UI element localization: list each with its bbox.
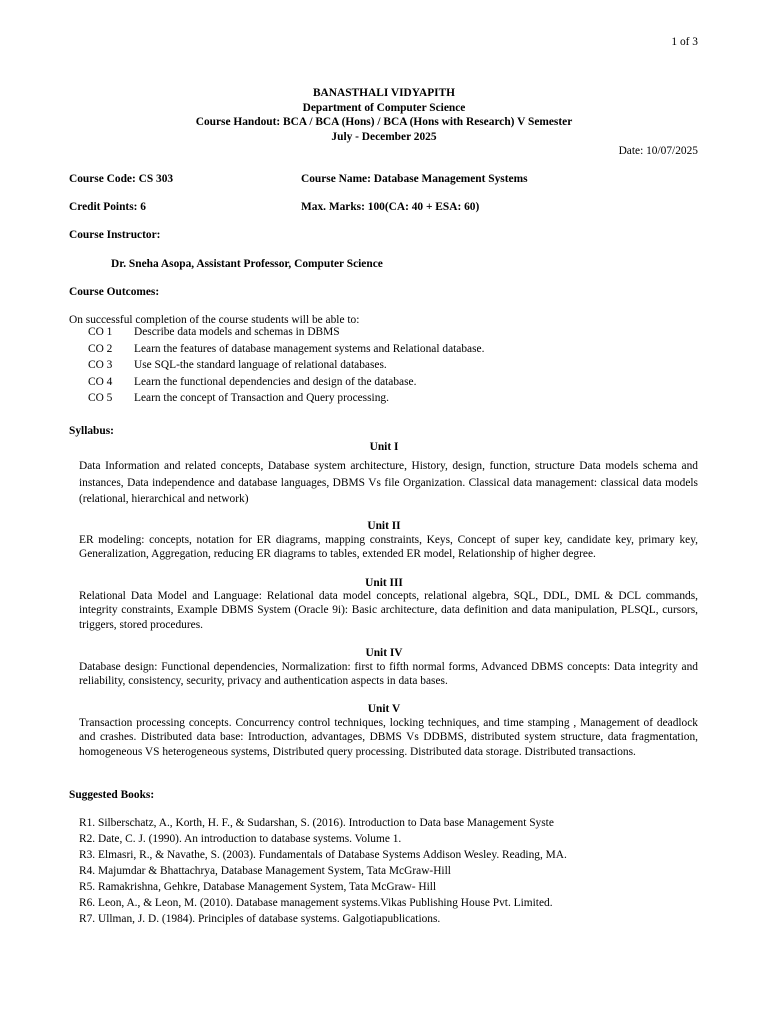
unit-title: Unit IV (365, 647, 403, 659)
course-code: Course Code: CS 303 (69, 173, 174, 185)
course-name: Course Name: Database Management Systems (301, 173, 528, 185)
book-reference: R3. Elmasri, R., & Navathe, S. (2003). Fundamentals of Database Systems Addison Wesley. Reading, MA. (79, 849, 567, 861)
outcome-item (88, 341, 484, 358)
unit-text: Relational Data Model and Language: Relational data model concepts, relational algebra, SQL, DDL, DML & DCL commands, integrity constraints, Example DBMS System (Oracle 9i): Basic architecture, data definition and data manipulation, PLSQL, cursors, triggers, stored procedures. (79, 590, 698, 631)
max-marks: Max. Marks: 100(CA: 40 + ESA: 60) (301, 201, 480, 213)
instructor-label: Course Instructor: (69, 229, 161, 241)
department-name: Department of Computer Science (302, 101, 466, 114)
outcome-text: Learn the functional dependencies and design of the database. (134, 376, 417, 388)
outcome-code: CO 5 (88, 392, 113, 404)
outcome-text: Describe data models and schemas in DBMS (134, 326, 340, 338)
outcomes-intro: On successful completion of the course students will be able to: (69, 314, 360, 326)
outcomes-heading: Course Outcomes: (69, 286, 160, 298)
book-reference: R1. Silberschatz, A., Korth, H. F., & Sudarshan, S. (2016). Introduction to Data base Management Syste (79, 817, 554, 829)
outcome-item (88, 357, 387, 374)
unit-text: ER modeling: concepts, notation for ER diagrams, mapping constraints, Keys, Concept of super key, candidate key, primary key, Generalization, Aggregation, reducing ER diagrams to tables, extended ER model, Relationship of higher degree. (79, 534, 698, 561)
unit-title: Unit II (367, 520, 401, 532)
page-number: 1 of 3 (671, 36, 698, 48)
credit-points: Credit Points: 6 (69, 201, 146, 213)
book-reference: R5. Ramakrishna, Gehkre, Database Management System, Tata McGraw- Hill (79, 881, 437, 893)
books-heading: Suggested Books: (69, 789, 155, 801)
unit-title: Unit III (365, 577, 403, 589)
unit-text: Transaction processing concepts. Concurrency control techniques, locking techniques, and time stamping , Management of deadlock and crashes. Distributed data base: Introduction, advantages, DBMS Vs DDBMS, distributed system structure, data fragmentation, homogeneous VS heterogeneous systems, Distributed query processing. Distributed data storage. Distributed transactions. (79, 717, 698, 758)
institution-name: BANASTHALI VIDYAPITH (312, 87, 456, 99)
book-reference: R2. Date, C. J. (1990). An introduction to database systems. Volume 1. (79, 833, 402, 845)
book-reference: R4. Majumdar & Bhattachrya, Database Management System, Tata McGraw-Hill (79, 865, 451, 877)
session-period: July - December 2025 (331, 130, 437, 143)
book-reference: R6. Leon, A., & Leon, M. (2010). Database management systems.Vikas Publishing House Pvt. Limited. (79, 897, 553, 909)
outcome-text: Learn the concept of Transaction and Query processing. (134, 392, 389, 404)
outcome-code: CO 2 (88, 343, 113, 355)
unit-title: Unit V (367, 703, 401, 715)
outcome-item (88, 324, 340, 341)
outcome-code: CO 3 (88, 359, 113, 371)
outcome-code: CO 1 (88, 326, 113, 338)
outcome-item (88, 374, 416, 391)
outcome-code: CO 4 (88, 376, 113, 388)
unit-text: Data Information and related concepts, Database system architecture, History, design, function, structure Data models schema and instances, Data independence and database languages, DBMS Vs file Organization. Classical data management: classical data models (relational, hierarchical and network) (79, 460, 698, 506)
document-header (0, 86, 768, 144)
outcome-text: Use SQL-the standard language of relational databases. (134, 359, 387, 371)
outcome-item (88, 390, 389, 407)
outcome-text: Learn the features of database management systems and Relational database. (134, 343, 485, 355)
book-reference: R7. Ullman, J. D. (1984). Principles of database systems. Galgotiapublications. (79, 913, 441, 925)
unit-text: Database design: Functional dependencies, Normalization: first to fifth normal forms, Advanced DBMS concepts: Data integrity and reliability, consistency, security, privacy and authentication aspects in data bases. (79, 661, 698, 688)
syllabus-heading: Syllabus: (69, 425, 114, 437)
unit-title: Unit I (369, 441, 399, 453)
handout-title: Course Handout: BCA / BCA (Hons) / BCA (Hons with Research) V Semester (195, 116, 573, 129)
handout-date: Date: 10/07/2025 (618, 145, 698, 157)
instructor-name: Dr. Sneha Asopa, Assistant Professor, Computer Science (111, 258, 383, 270)
